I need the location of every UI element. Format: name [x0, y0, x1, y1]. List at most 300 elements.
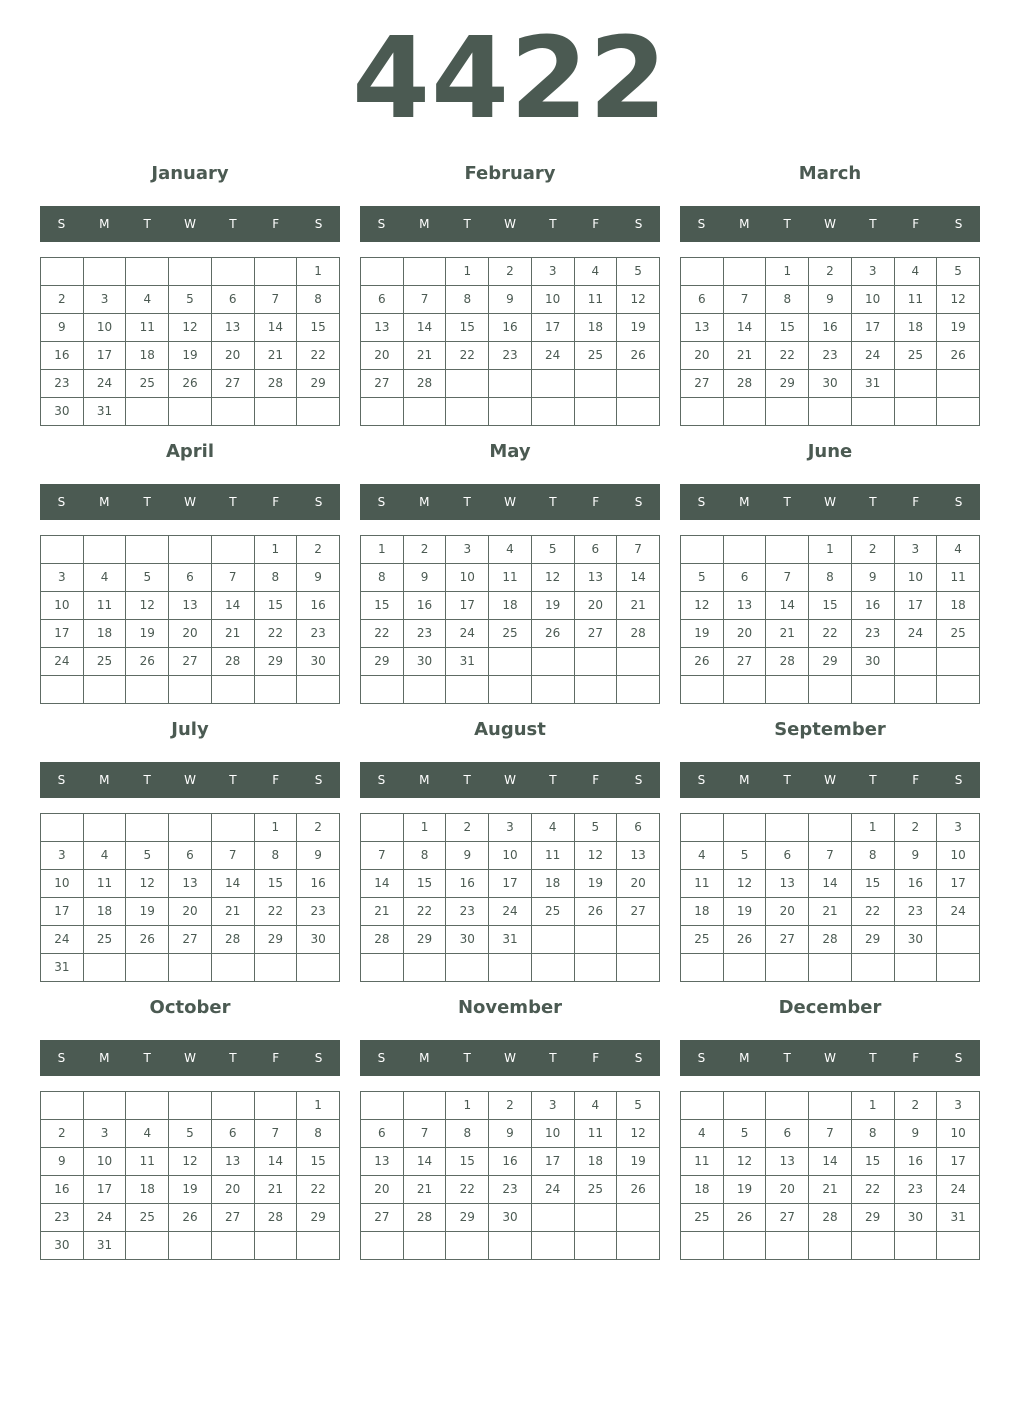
day-cell: 29: [403, 926, 446, 954]
day-cell: [851, 398, 894, 426]
day-cell: 28: [211, 926, 254, 954]
day-cell: 29: [297, 1204, 340, 1232]
day-cell: 6: [723, 564, 766, 592]
weekday-header: [360, 484, 660, 520]
day-cell: [446, 370, 489, 398]
day-cell: 26: [723, 1204, 766, 1232]
day-cell: 1: [403, 814, 446, 842]
day-cell: 10: [489, 842, 532, 870]
day-cell: 12: [723, 1148, 766, 1176]
day-cell: 24: [531, 342, 574, 370]
day-cell: 5: [169, 1120, 212, 1148]
day-cell: 14: [254, 314, 297, 342]
day-cell: 10: [41, 592, 84, 620]
weekday-label: M: [419, 217, 430, 231]
day-cell: 16: [297, 592, 340, 620]
month-title: April: [165, 441, 215, 462]
weekday-label: W: [504, 773, 516, 787]
day-grid: [40, 257, 340, 426]
day-cell: 2: [809, 258, 852, 286]
weekday-label: S: [634, 773, 643, 787]
week-row: [681, 620, 980, 648]
day-cell: 15: [297, 314, 340, 342]
week-row: [681, 1204, 980, 1232]
week-row: [361, 564, 660, 592]
day-cell: 21: [211, 620, 254, 648]
day-cell: [446, 1232, 489, 1260]
day-cell: 12: [723, 870, 766, 898]
week-row: [41, 676, 340, 704]
day-cell: 31: [83, 398, 126, 426]
day-cell: [574, 926, 617, 954]
day-cell: 18: [83, 898, 126, 926]
day-cell: [574, 1232, 617, 1260]
day-cell: [489, 370, 532, 398]
weekday-label: T: [463, 1051, 471, 1065]
day-cell: 2: [894, 814, 937, 842]
week-row: [681, 954, 980, 982]
week-row: [41, 258, 340, 286]
weekday-header: [40, 1040, 340, 1076]
day-cell: 28: [254, 1204, 297, 1232]
day-cell: 3: [531, 258, 574, 286]
day-cell: 12: [169, 314, 212, 342]
day-cell: [169, 258, 212, 286]
day-cell: 6: [211, 1120, 254, 1148]
day-cell: 14: [766, 592, 809, 620]
weekday-label: T: [783, 217, 791, 231]
day-cell: 30: [446, 926, 489, 954]
day-grid: [680, 257, 980, 426]
day-cell: 4: [681, 842, 724, 870]
day-cell: [361, 398, 404, 426]
day-cell: 21: [617, 592, 660, 620]
day-cell: 23: [446, 898, 489, 926]
day-cell: 6: [211, 286, 254, 314]
day-cell: 25: [681, 1204, 724, 1232]
week-row: [681, 258, 980, 286]
day-cell: [489, 954, 532, 982]
day-cell: [126, 1092, 169, 1120]
day-cell: [83, 676, 126, 704]
day-cell: 10: [41, 870, 84, 898]
day-cell: 13: [617, 842, 660, 870]
day-cell: 3: [894, 536, 937, 564]
weekday-label: F: [272, 773, 280, 787]
day-cell: 18: [574, 1148, 617, 1176]
week-row: [361, 1176, 660, 1204]
day-cell: [361, 1232, 404, 1260]
day-cell: [169, 536, 212, 564]
day-cell: [41, 1092, 84, 1120]
weekday-label: T: [463, 773, 471, 787]
day-cell: 19: [126, 620, 169, 648]
day-cell: [83, 954, 126, 982]
day-cell: 16: [489, 1148, 532, 1176]
day-cell: [681, 536, 724, 564]
weekday-label: M: [99, 495, 110, 509]
day-cell: 7: [617, 536, 660, 564]
day-grid: [40, 1091, 340, 1260]
weekday-label: T: [143, 495, 151, 509]
weekday-label: T: [229, 1051, 237, 1065]
day-cell: 20: [211, 1176, 254, 1204]
day-cell: [169, 954, 212, 982]
day-cell: 7: [254, 1120, 297, 1148]
day-cell: [681, 398, 724, 426]
day-cell: [766, 536, 809, 564]
day-cell: 17: [531, 314, 574, 342]
day-cell: 13: [211, 314, 254, 342]
day-cell: [617, 1204, 660, 1232]
day-cell: 11: [894, 286, 937, 314]
day-cell: 27: [169, 926, 212, 954]
day-cell: 20: [681, 342, 724, 370]
day-cell: 15: [851, 870, 894, 898]
day-cell: 6: [361, 1120, 404, 1148]
day-cell: 12: [169, 1148, 212, 1176]
day-cell: 29: [446, 1204, 489, 1232]
day-cell: 6: [617, 814, 660, 842]
day-cell: 1: [297, 258, 340, 286]
day-cell: 5: [574, 814, 617, 842]
day-cell: [83, 258, 126, 286]
week-row: [361, 1120, 660, 1148]
day-cell: [809, 954, 852, 982]
day-cell: [937, 648, 980, 676]
day-cell: 7: [766, 564, 809, 592]
day-cell: 22: [297, 342, 340, 370]
month-title: September: [774, 719, 886, 740]
day-cell: 9: [894, 842, 937, 870]
day-cell: [41, 536, 84, 564]
day-cell: 18: [681, 1176, 724, 1204]
weekday-label: T: [229, 495, 237, 509]
day-cell: 27: [574, 620, 617, 648]
day-cell: [681, 1232, 724, 1260]
day-cell: [723, 398, 766, 426]
weekday-label: F: [592, 773, 600, 787]
day-cell: [211, 1232, 254, 1260]
day-cell: [851, 954, 894, 982]
day-cell: 29: [851, 1204, 894, 1232]
week-row: [361, 592, 660, 620]
week-row: [41, 842, 340, 870]
day-cell: [809, 814, 852, 842]
day-cell: 9: [489, 286, 532, 314]
day-cell: 3: [83, 286, 126, 314]
day-cell: [766, 814, 809, 842]
day-cell: 14: [211, 870, 254, 898]
day-cell: 20: [211, 342, 254, 370]
day-cell: 15: [851, 1148, 894, 1176]
week-row: [681, 1176, 980, 1204]
day-cell: 2: [297, 814, 340, 842]
month-title: March: [798, 163, 862, 184]
day-cell: 21: [723, 342, 766, 370]
day-cell: 27: [617, 898, 660, 926]
day-cell: 4: [83, 842, 126, 870]
day-cell: 18: [937, 592, 980, 620]
day-cell: [211, 1092, 254, 1120]
day-cell: [403, 1092, 446, 1120]
day-cell: [723, 1232, 766, 1260]
day-cell: 22: [254, 620, 297, 648]
weekday-label: M: [739, 1051, 750, 1065]
day-cell: 21: [809, 898, 852, 926]
weekday-label: W: [184, 773, 196, 787]
day-cell: 31: [83, 1232, 126, 1260]
day-cell: 2: [489, 1092, 532, 1120]
day-cell: 21: [809, 1176, 852, 1204]
day-cell: [681, 258, 724, 286]
day-cell: [894, 676, 937, 704]
day-cell: [211, 814, 254, 842]
week-row: [41, 398, 340, 426]
day-cell: [617, 648, 660, 676]
week-row: [681, 314, 980, 342]
day-cell: 17: [83, 1176, 126, 1204]
day-cell: 20: [361, 1176, 404, 1204]
day-cell: 28: [766, 648, 809, 676]
day-cell: 24: [446, 620, 489, 648]
weekday-label: S: [314, 773, 323, 787]
day-cell: 17: [531, 1148, 574, 1176]
day-cell: 4: [489, 536, 532, 564]
weekday-header: [40, 762, 340, 798]
day-cell: [254, 1092, 297, 1120]
day-cell: 24: [894, 620, 937, 648]
week-row: [681, 676, 980, 704]
week-row: [41, 342, 340, 370]
day-cell: [297, 1232, 340, 1260]
day-cell: 12: [681, 592, 724, 620]
week-row: [41, 870, 340, 898]
day-cell: 8: [297, 1120, 340, 1148]
day-cell: 1: [851, 1092, 894, 1120]
day-cell: 15: [403, 870, 446, 898]
weekday-label: T: [549, 773, 557, 787]
day-cell: 15: [361, 592, 404, 620]
day-cell: 2: [446, 814, 489, 842]
weekday-label: M: [419, 1051, 430, 1065]
day-cell: 26: [126, 926, 169, 954]
weekday-header: [680, 1040, 980, 1076]
day-cell: 28: [403, 1204, 446, 1232]
day-cell: [851, 676, 894, 704]
day-cell: [894, 398, 937, 426]
day-cell: 5: [681, 564, 724, 592]
weekday-label: T: [549, 495, 557, 509]
weekday-label: S: [954, 773, 963, 787]
day-cell: [574, 954, 617, 982]
day-cell: 23: [403, 620, 446, 648]
day-cell: 4: [574, 1092, 617, 1120]
day-cell: 15: [254, 592, 297, 620]
day-cell: [254, 1232, 297, 1260]
day-cell: 1: [254, 814, 297, 842]
day-cell: [126, 814, 169, 842]
day-cell: [574, 1204, 617, 1232]
day-cell: [723, 1092, 766, 1120]
day-cell: 19: [126, 898, 169, 926]
day-cell: 5: [937, 258, 980, 286]
day-cell: 12: [574, 842, 617, 870]
weekday-label: S: [697, 773, 706, 787]
day-cell: 26: [169, 1204, 212, 1232]
day-cell: [681, 954, 724, 982]
day-cell: 10: [851, 286, 894, 314]
day-cell: 26: [617, 342, 660, 370]
day-cell: 10: [531, 1120, 574, 1148]
day-cell: 24: [937, 898, 980, 926]
day-grid: [40, 813, 340, 982]
day-cell: 9: [851, 564, 894, 592]
day-cell: 31: [489, 926, 532, 954]
day-cell: 25: [574, 1176, 617, 1204]
day-grid: [680, 813, 980, 982]
day-cell: 11: [531, 842, 574, 870]
month-title: October: [149, 997, 231, 1018]
weekday-label: F: [592, 1051, 600, 1065]
day-cell: 18: [531, 870, 574, 898]
day-cell: [894, 954, 937, 982]
day-cell: 11: [574, 286, 617, 314]
day-cell: 16: [851, 592, 894, 620]
day-cell: [361, 258, 404, 286]
day-cell: 30: [489, 1204, 532, 1232]
weekday-label: M: [99, 773, 110, 787]
day-cell: 7: [723, 286, 766, 314]
day-cell: [211, 536, 254, 564]
day-cell: 9: [41, 1148, 84, 1176]
day-cell: 22: [361, 620, 404, 648]
day-cell: 27: [361, 1204, 404, 1232]
week-row: [361, 258, 660, 286]
day-cell: [403, 258, 446, 286]
day-cell: 17: [851, 314, 894, 342]
day-cell: [766, 954, 809, 982]
day-cell: 3: [851, 258, 894, 286]
day-cell: 16: [41, 342, 84, 370]
day-cell: 20: [617, 870, 660, 898]
day-cell: 6: [361, 286, 404, 314]
day-cell: 15: [446, 314, 489, 342]
weekday-label: T: [229, 773, 237, 787]
day-cell: 18: [894, 314, 937, 342]
day-cell: 17: [446, 592, 489, 620]
weekday-header: [680, 206, 980, 242]
day-cell: 24: [531, 1176, 574, 1204]
day-cell: [809, 1232, 852, 1260]
day-cell: 8: [361, 564, 404, 592]
day-cell: 10: [894, 564, 937, 592]
weekday-label: T: [549, 1051, 557, 1065]
day-cell: 16: [297, 870, 340, 898]
day-cell: 11: [126, 1148, 169, 1176]
day-cell: [531, 648, 574, 676]
day-cell: 29: [851, 926, 894, 954]
day-cell: [851, 1232, 894, 1260]
week-row: [41, 564, 340, 592]
day-cell: 1: [446, 1092, 489, 1120]
day-cell: 9: [403, 564, 446, 592]
day-cell: 14: [211, 592, 254, 620]
week-row: [681, 536, 980, 564]
day-cell: [766, 398, 809, 426]
day-cell: 9: [446, 842, 489, 870]
day-cell: 30: [403, 648, 446, 676]
day-cell: [937, 926, 980, 954]
day-cell: 18: [489, 592, 532, 620]
day-cell: 3: [937, 1092, 980, 1120]
day-cell: 30: [809, 370, 852, 398]
week-row: [681, 398, 980, 426]
week-row: [41, 814, 340, 842]
day-cell: 11: [681, 870, 724, 898]
weekday-label: T: [869, 1051, 877, 1065]
day-cell: 8: [254, 842, 297, 870]
day-cell: 14: [361, 870, 404, 898]
week-row: [41, 592, 340, 620]
weekday-label: W: [504, 1051, 516, 1065]
day-cell: 2: [894, 1092, 937, 1120]
weekday-label: F: [592, 495, 600, 509]
day-cell: [41, 676, 84, 704]
weekday-label: M: [99, 1051, 110, 1065]
day-cell: [937, 1232, 980, 1260]
day-cell: 21: [766, 620, 809, 648]
day-cell: 13: [361, 1148, 404, 1176]
day-cell: [403, 676, 446, 704]
day-cell: 29: [254, 648, 297, 676]
weekday-label: S: [634, 495, 643, 509]
day-cell: 17: [83, 342, 126, 370]
day-cell: 21: [403, 342, 446, 370]
day-cell: 3: [937, 814, 980, 842]
day-cell: 4: [126, 286, 169, 314]
day-cell: [41, 258, 84, 286]
day-cell: 26: [937, 342, 980, 370]
day-grid: [360, 1091, 660, 1260]
day-cell: 9: [489, 1120, 532, 1148]
weekday-label: F: [912, 1051, 920, 1065]
day-cell: [809, 398, 852, 426]
day-cell: 5: [126, 842, 169, 870]
week-row: [41, 536, 340, 564]
day-cell: [403, 954, 446, 982]
week-row: [41, 620, 340, 648]
day-cell: 11: [83, 592, 126, 620]
weekday-label: M: [99, 217, 110, 231]
weekday-label: W: [504, 217, 516, 231]
day-cell: 26: [681, 648, 724, 676]
day-cell: [766, 1232, 809, 1260]
day-cell: 22: [809, 620, 852, 648]
day-cell: [723, 954, 766, 982]
day-cell: 5: [723, 1120, 766, 1148]
day-cell: 11: [681, 1148, 724, 1176]
day-cell: 1: [851, 814, 894, 842]
day-cell: 2: [41, 1120, 84, 1148]
day-cell: 18: [126, 1176, 169, 1204]
day-grid: [360, 535, 660, 704]
day-cell: 6: [169, 842, 212, 870]
week-row: [361, 676, 660, 704]
week-row: [361, 954, 660, 982]
day-cell: [254, 258, 297, 286]
day-cell: 26: [617, 1176, 660, 1204]
